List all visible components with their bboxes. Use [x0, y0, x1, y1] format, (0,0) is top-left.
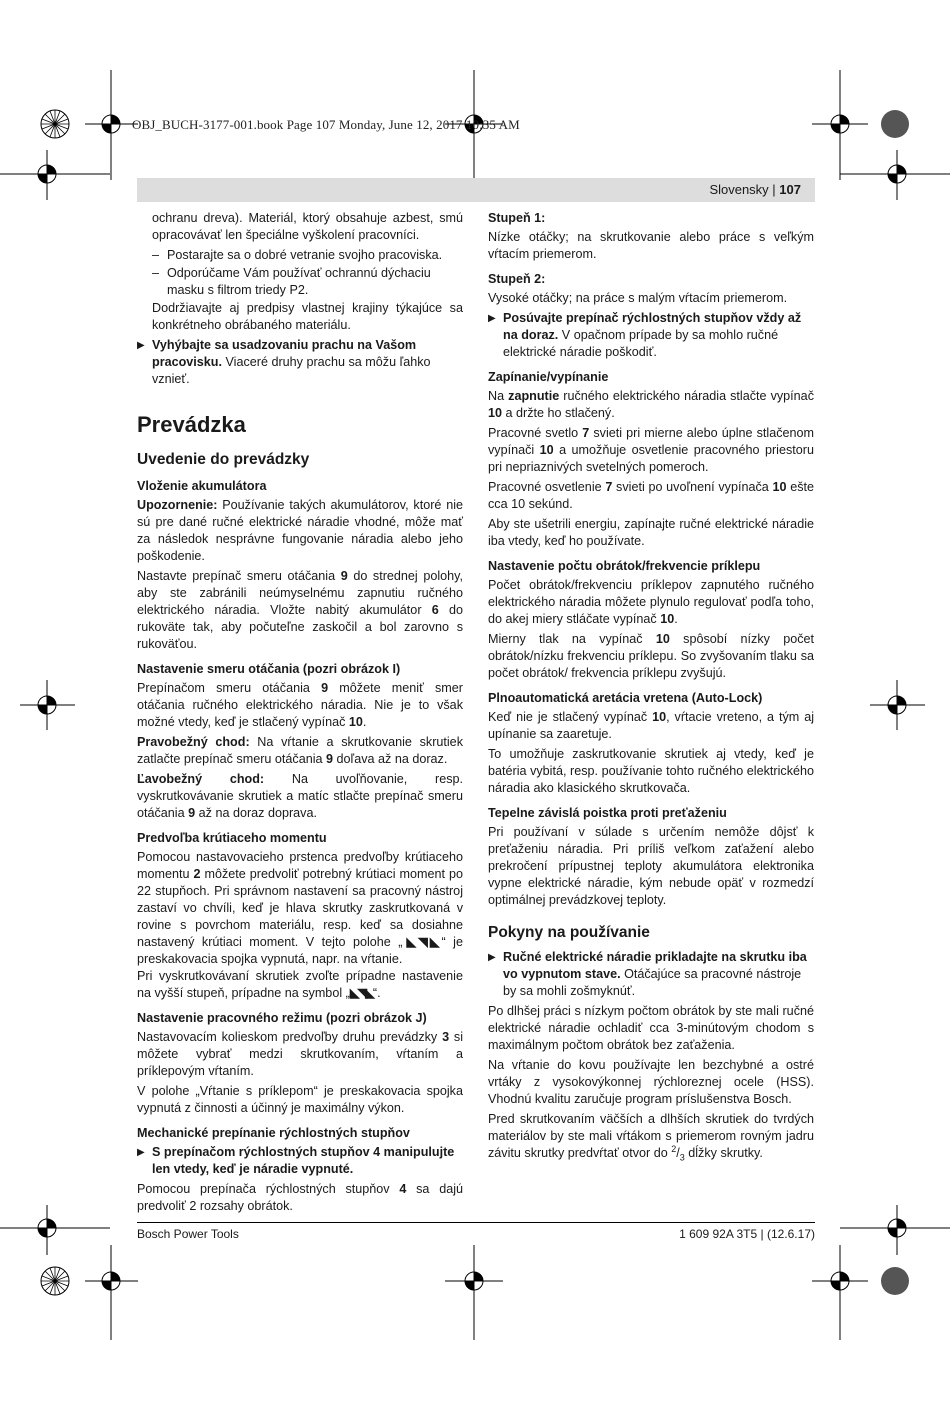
warning-text: Viaceré druhy prachu sa môžu ľahko vznieť. [152, 355, 431, 386]
text: si môžete vybrať medzi skrutkovaním, vŕtaním a príklepovým vŕtaním. [137, 1030, 464, 1078]
paragraph: To umožňuje zaskrutkovanie skrutiek aj vtedy, keď je batéria vybitá, resp. používanie tohto ručného elektrického náradia ako klasického skrutkovača. [488, 747, 814, 795]
left-column [137, 210, 463, 1218]
heading: Nastavenie pracovného režimu (pozri obrázok J) [137, 1011, 427, 1025]
ref-number: 9 [321, 681, 329, 695]
text: sa dajú predvoliť 2 rozsahy obrátok. [137, 1182, 463, 1213]
paragraph: ochranu dreva). Materiál, ktorý obsahuje azbest, smú opracovávať len špeciálne vyškolení pracovníci. [152, 211, 463, 242]
warning-item [137, 337, 463, 388]
warning-item [488, 310, 814, 361]
text: Na uvoľňovanie, resp. vyskrutkovávanie skrutiek a matíc stlačte prepínač smeru otáčania [137, 772, 464, 820]
ref-number: 7 [582, 426, 590, 440]
ref-number: 10 [655, 632, 670, 646]
paragraph [137, 734, 463, 768]
term: zapnutie [508, 389, 560, 403]
ref-number: 4 [399, 1182, 407, 1196]
text: a umožňuje osvetlenie pracovného priestoru pri nepriaznivých svetelných pomeroch. [488, 443, 814, 474]
heading: Nastavenie počtu obrátok/frekvencie príklepu [488, 559, 761, 573]
warning-text: Otáčajúce sa pracovné nástroje by sa mohli zošmyknúť. [503, 967, 802, 998]
text: Pomocou prepínača rýchlostných stupňov [137, 1182, 400, 1196]
subsection-title: Pokyny na používanie [488, 924, 650, 941]
text: Mierny tlak na vypínač [488, 632, 656, 646]
paragraph [137, 849, 463, 968]
text: . [362, 715, 367, 729]
text: ešte cca 10 sekúnd. [488, 480, 814, 511]
text: dĺžky skrutky. [684, 1146, 763, 1160]
heading: Stupeň 2: [488, 272, 546, 286]
paragraph: Aby ste ušetrili energiu, zapínajte ručné elektrické náradie iba vtedy, keď ho používate. [488, 517, 814, 548]
note-label: Upozornenie: [137, 498, 218, 512]
paragraph [488, 425, 814, 476]
term: Ľavobežný chod: [137, 772, 265, 786]
text: môžete predvoliť potrebný krútiaci moment po 22 stupňoch. Pri správnom nastavení sa pracovný nástroj zastaví vo chvíli, keď je hlava skrutky zaskrutkovaná v rovine s povrchom materiálu, resp. keď sa dosiahne nastavený krútiaci moment. V tejto polohe „ [137, 867, 463, 949]
paragraph [137, 968, 463, 1002]
text: až na doraz doprava. [195, 806, 317, 820]
heading: Zapínanie/vypínanie [488, 370, 609, 384]
language-name: Slovensky [709, 182, 769, 197]
warning-text: V opačnom prípade by sa mohlo ručné elektrické náradie poškodiť. [503, 328, 779, 359]
ref-number: 9 [188, 806, 196, 820]
right-column [488, 210, 814, 1165]
paragraph: Pri používaní v súlade s určením nemôže dôjsť k preťaženiu náradia. Pri príliš veľkom zaťažení alebo prekročení prípustnej teploty akumulátora elektronika vypne elektrické náradie, kým nebude opäť v rozmedzí optimálnej prevádzkovej teploty. [488, 825, 814, 907]
text: Nastavovacím kolieskom predvoľby druhu prevádzky [137, 1030, 443, 1044]
paragraph [137, 497, 463, 565]
text: Na vŕtanie a skrutkovanie skrutiek zatlačte prepínač smeru otáčania [137, 735, 463, 766]
section-title: Prevádzka [137, 412, 246, 437]
language-bar [137, 178, 815, 202]
language-page-label: Slovensky | 107 [709, 182, 801, 197]
text: Pred skrutkovaním väčších a dlhších skrutiek do tvrdých materiálov by ste mali vŕtákom s priemerom rovným jadru závitu skrutky predvŕtať otvor do [488, 1112, 814, 1160]
text: svieti pri mierne alebo úplne stlačenom vypínači [488, 426, 815, 457]
subsection-title: Uvedenie do prevádzky [137, 451, 310, 468]
clutch-symbol-icon: ◣◥◣ [402, 935, 442, 949]
paragraph: Vysoké otáčky; na práce s malým vŕtacím priemerom. [488, 291, 788, 305]
warning-bold: Vyhýbajte sa usadzovaniu prachu na Vašom pracovisku. [152, 338, 417, 369]
paragraph [488, 631, 814, 682]
heading: Nastavenie smeru otáčania (pozri obrázok I) [137, 662, 401, 676]
book-file-header: OBJ_BUCH-3177-001.book Page 107 Monday, June 12, 2017 10:35 AM [132, 117, 520, 132]
ref-number: 7 [605, 480, 613, 494]
text: Používanie takých akumulátorov, ktoré nie sú pre dané ručné elektrické náradie vhodné, môže mať za následok nesprávne fungovanie náradia alebo jeho poškodenie. [137, 498, 463, 563]
paragraph [137, 568, 463, 653]
heading: Tepelne závislá poistka proti preťaženiu [488, 806, 727, 820]
text: môžete meniť smer otáčania ručného elektrického náradia. Nie je to však možné vtedy, keď je stlačený vypínač [137, 681, 463, 729]
text: Prepínačom smeru otáčania [137, 681, 322, 695]
clutch-symbol-icon: ◣◥◣ [349, 986, 373, 1000]
text: ručného elektrického náradia stlačte vypínač [559, 389, 814, 403]
text: Na [488, 389, 509, 403]
ref-number: 10 [660, 612, 675, 626]
text: do strednej polohy, aby ste zabránili neúmyselnému zapnutiu ručného elektrického náradia. Vložte nabitý akumulátor [137, 569, 463, 617]
paragraph [137, 771, 463, 822]
page-number: 107 [779, 182, 801, 197]
paragraph [488, 577, 814, 628]
text: “ je preskakovacia spojka vypnutá, napr. na vŕtanie. [137, 935, 463, 966]
ref-number: 9 [326, 752, 334, 766]
paragraph [137, 1181, 463, 1215]
text: Pomocou nastavovacieho prstenca predvoľby krútiaceho momentu [137, 850, 463, 881]
footer-doc-number: 1 609 92A 3T5 | (12.6.17) [679, 1227, 815, 1241]
list-item: – Postarajte sa o dobré vetranie svojho pracoviska. [137, 247, 463, 264]
paragraph [488, 479, 814, 513]
warning-bold: Ručné elektrické náradie prikladajte na skrutku iba vo vypnutom stave. [503, 950, 807, 981]
text: , vŕtacie vreteno, a tým aj upínanie sa zaaretuje. [488, 710, 814, 741]
ref-number: 10 [488, 406, 503, 420]
text: Pri vyskrutkovávaní skrutiek zvoľte prípadne nastavenie na vyšší stupeň, prípadne na symbol „ [137, 969, 463, 1000]
fraction-slash: / [676, 1146, 680, 1160]
paragraph: Na vŕtanie do kovu používajte len bezchybné a ostré vrtáky z vysokovýkonnej rýchloreznej ocele (HSS). Vhodnú kvalitu zaručuje program príslušenstva Bosch. [488, 1058, 814, 1106]
fraction-numerator: 2 [671, 1143, 677, 1154]
heading: Vloženie akumulátora [137, 479, 267, 493]
ref-number: 10 [539, 443, 554, 457]
text: Nastavte prepínač smeru otáčania [137, 569, 341, 583]
text: Keď nie je stlačený vypínač [488, 710, 653, 724]
warning-bold: Posúvajte prepínač rýchlostných stupňov vždy až na doraz. [503, 311, 802, 342]
text: Pracovné svetlo [488, 426, 583, 440]
paragraph [488, 388, 814, 422]
ref-number: 2 [193, 867, 201, 881]
paragraph: Po dlhšej práci s nízkym počtom obrátok by ste mali ručné elektrické náradie ochladiť cca 3-minútovým chodom s maximálnym počtom obrátok bez zaťaženia. [488, 1004, 814, 1052]
list-item: – Odporúčame Vám používať ochrannú dýchaciu masku s filtrom triedy P2. [137, 265, 463, 299]
paragraph [137, 680, 463, 731]
text: doľava až na doraz. [333, 752, 448, 766]
text: a držte ho stlačený. [502, 406, 615, 420]
ref-number: 10 [772, 480, 787, 494]
ref-number: 9 [340, 569, 348, 583]
heading: Plnoautomatická aretácia vretena (Auto-Lock) [488, 691, 763, 705]
paragraph [488, 1111, 814, 1162]
text: do rukoväte tak, aby počuteľne zaskočil a bol zarovno s rukoväťou. [137, 603, 463, 651]
warning-bold: S prepínačom rýchlostných stupňov 4 manipulujte len vtedy, keď je náradie vypnuté. [152, 1145, 455, 1176]
heading: Mechanické prepínanie rýchlostných stupňov [137, 1126, 410, 1140]
heading: Predvoľba krútiaceho momentu [137, 831, 327, 845]
paragraph: Dodržiavajte aj predpisy vlastnej krajiny týkajúce sa konkrétneho obrábaného materiálu. [152, 301, 463, 332]
ref-number: 6 [431, 603, 439, 617]
text: spôsobí nízky počet obrátok/nízku frekvenciu príklepu. So zvyšovaním tlaku sa počet obrátok/ frekvencia príklepu zvyšujú. [488, 632, 815, 680]
text: “. [372, 986, 381, 1000]
fraction-denominator: 3 [679, 1152, 685, 1163]
term: Pravobežný chod: [137, 735, 250, 749]
ref-number: 10 [652, 710, 667, 724]
paragraph: Nízke otáčky; na skrutkovanie alebo práce s veľkým vŕtacím priemerom. [488, 230, 814, 261]
paragraph: V polohe „Vŕtanie s príklepom“ je preskakovacia spojka vypnutá z činnosti a účinný je maximálny výkon. [137, 1084, 463, 1115]
footer-divider [137, 1222, 815, 1223]
warning-item [488, 949, 814, 1000]
paragraph [488, 709, 814, 743]
text: Pracovné osvetlenie [488, 480, 606, 494]
paragraph [137, 1029, 463, 1080]
text: . [674, 612, 678, 626]
warning-item [137, 1144, 463, 1178]
text: Počet obrátok/frekvenciu príklepov zapnutého ručného elektrického náradia môžete plynulo regulovať podľa toho, do akej miery stláčate vypínač [488, 578, 814, 626]
ref-number: 3 [442, 1030, 450, 1044]
text: svieti po uvoľnení vypínača [612, 480, 773, 494]
heading: Stupeň 1: [488, 211, 546, 225]
footer-brand: Bosch Power Tools [137, 1227, 239, 1241]
ref-number: 10 [348, 715, 363, 729]
